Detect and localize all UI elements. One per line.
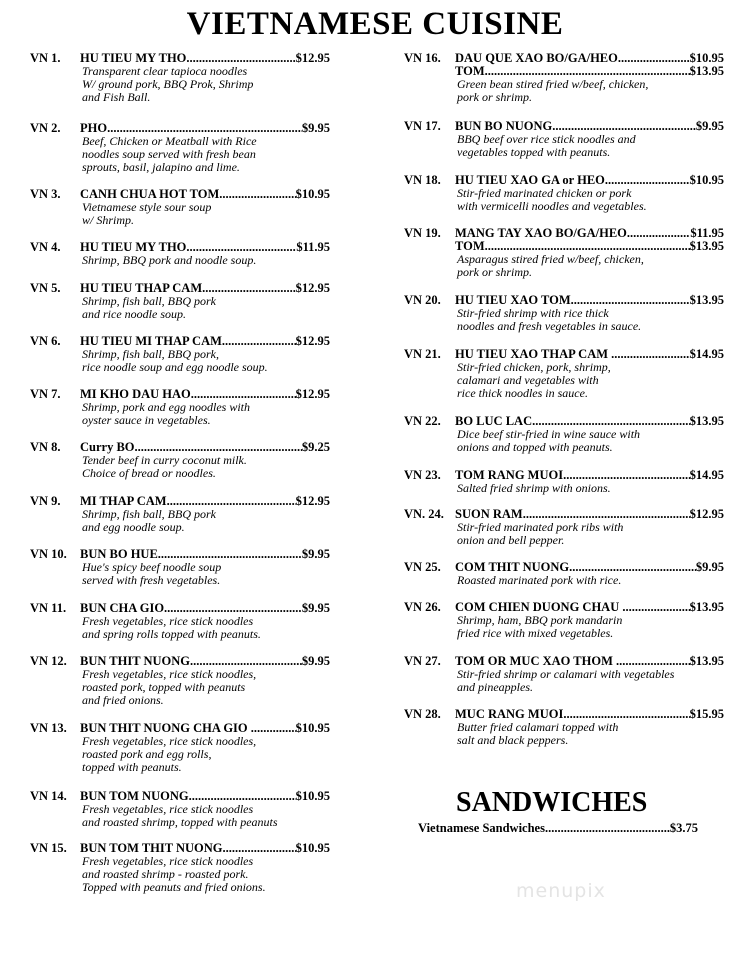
item-name: HU TIEU XAO GA or HEO........ — [455, 173, 630, 187]
item-number: VN 13. — [30, 721, 67, 735]
item-name: HU TIEU XAO TOM — [455, 293, 571, 307]
item-name: PHO — [80, 121, 108, 135]
menu-item — [30, 52, 330, 104]
item-number: VN 7. — [30, 387, 61, 401]
item-description: Fresh vegetables, rice stick noodles, roasted pork, topped with peanuts and fried onions. — [82, 667, 257, 707]
item-number: VN 4. — [30, 240, 61, 254]
item-price: $12.95 — [295, 387, 330, 401]
item-description: Fresh vegetables, rice stick noodles and roasted shrimp - roasted pork. Topped with peanuts and fried onions. — [82, 854, 266, 894]
item-name: MANG TAY XAO BO/GA/HEO.. — [455, 226, 634, 240]
menu-item — [30, 441, 330, 480]
item-name: HU TIEU THAP CAM — [80, 281, 203, 295]
menu-item — [30, 188, 330, 227]
item-description: Tender beef in curry coconut milk. Choice of bread or noodles. — [82, 453, 247, 480]
item-name: SUON RAM — [455, 507, 523, 521]
item-price: $12.95 — [295, 281, 330, 295]
menu-item — [30, 282, 330, 321]
item-description: Salted fried shrimp with onions. — [457, 481, 611, 495]
menu-item — [30, 122, 330, 174]
item-price: $14.95 — [689, 347, 724, 361]
item-name: CANH CHUA HOT TOM — [80, 187, 220, 201]
item-price: $9.25 — [301, 440, 330, 454]
item-price: $13.95 — [689, 654, 724, 668]
menu-item — [30, 722, 330, 774]
menu-item — [404, 120, 724, 159]
item-name: COM THIT NUONG — [455, 560, 570, 574]
item-number: VN 19. — [404, 226, 441, 240]
item-description: Shrimp, fish ball, BBQ pork, rice noodle soup and egg noodle soup. — [82, 347, 268, 374]
item-price: $10.95 — [689, 173, 724, 187]
item-description: Shrimp, ham, BBQ pork mandarin fried rice with mixed vegetables. — [457, 613, 623, 640]
item-price: $12.95 — [689, 507, 724, 521]
menu-item — [404, 415, 724, 454]
item-number: VN 8. — [30, 440, 61, 454]
item-price: $9.95 — [301, 547, 330, 561]
item-description: Green bean stired fried w/beef, chicken, pork or shrimp. — [457, 77, 649, 104]
item-name: BUN TOM THIT NUONG — [80, 841, 223, 855]
item-description: Beef, Chicken or Meatball with Rice noodles soup served with fresh bean sprouts, basil, jalapino and lime. — [82, 134, 257, 174]
item-number: VN 18. — [404, 173, 441, 187]
item-price: $13.95 — [689, 293, 724, 307]
menu-item — [30, 842, 330, 894]
menu-item — [404, 174, 724, 213]
item-description: Stir-fried chicken, pork, shrimp, calamari and vegetables with rice thick noodles in sauce. — [457, 360, 611, 400]
item-price: $9.95 — [301, 601, 330, 615]
item-number: VN 25. — [404, 560, 441, 574]
menu-item — [30, 602, 330, 641]
item-number: VN 9. — [30, 494, 61, 508]
item-price: $9.95 — [301, 121, 330, 135]
menu-item — [404, 708, 724, 747]
item-description: Fresh vegetables, rice stick noodles and spring rolls topped with peanuts. — [82, 614, 261, 641]
item-description: Shrimp, pork and egg noodles with oyster sauce in vegetables. — [82, 400, 250, 427]
watermark: menupix — [516, 880, 606, 902]
item-description: Hue's spicy beef noodle soup served with fresh vegetables. — [82, 560, 222, 587]
item-name: BUN THIT NUONG — [80, 654, 190, 668]
item-name: HU TIEU MY THO — [80, 240, 187, 254]
item-price: $9.95 — [695, 119, 724, 133]
menu-item — [30, 495, 330, 534]
item-name: HU TIEU MY THO — [80, 51, 187, 65]
item-name: MUC RANG MUOI — [455, 707, 564, 721]
item-number: VN 11. — [30, 601, 67, 615]
menu-item — [30, 655, 330, 707]
item-price: $10.95 — [689, 51, 724, 65]
item-description: Stir-fried shrimp with rice thick noodles and fresh vegetables in sauce. — [457, 306, 642, 333]
item-name: BUN TOM NUONG — [80, 789, 189, 803]
item-number: VN 26. — [404, 600, 441, 614]
item-name: MI THAP CAM — [80, 494, 167, 508]
menu-item — [404, 227, 724, 279]
item-description: Dice beef stir-fried in wine sauce with onions and topped with peanuts. — [457, 427, 641, 454]
item-name: TOM OR MUC XAO THOM ..... — [455, 654, 632, 668]
item-name: BUN THIT NUONG CHA GIO .. — [80, 721, 258, 735]
item-description: BBQ beef over rice stick noodles and vegetables topped with peanuts. — [457, 132, 636, 159]
item-name: HU TIEU XAO THAP CAM ....... — [455, 347, 634, 361]
item-number: VN 28. — [404, 707, 441, 721]
item-price: $11.95 — [690, 226, 724, 240]
item-number: VN 14. — [30, 789, 67, 803]
item-name: COM CHIEN DUONG CHAU .... — [455, 600, 635, 614]
menu-item — [30, 790, 330, 829]
item-name: Curry BO — [80, 440, 135, 454]
item-number: VN 6. — [30, 334, 61, 348]
item-name: BUN BO NUONG — [455, 119, 553, 133]
item-price: $3.75 — [669, 821, 698, 835]
menu-item — [404, 294, 724, 333]
item-name: MI KHO DAU HAO — [80, 387, 191, 401]
item-name: BO LUC LAC — [455, 414, 533, 428]
menu-item — [30, 241, 330, 267]
item-name: DAU QUE XAO BO/GA/HEO.... — [455, 51, 631, 65]
item-description: Stir-fried marinated pork ribs with onion and bell pepper. — [457, 520, 624, 547]
item-number: VN 20. — [404, 293, 441, 307]
item-number: VN 2. — [30, 121, 61, 135]
item-price: $13.95 — [689, 414, 724, 428]
item-name: TOM RANG MUOI — [455, 468, 564, 482]
item-price: $14.95 — [689, 468, 724, 482]
item-subname: TOM — [455, 64, 485, 78]
item-description: Asparagus stired fried w/beef, chicken, pork or shrimp. — [457, 252, 644, 279]
item-number: VN. 24. — [404, 507, 444, 521]
item-name: HU TIEU MI THAP CAM — [80, 334, 222, 348]
item-name: BUN BO HUE — [80, 547, 158, 561]
item-description: Butter fried calamari topped with salt and black peppers. — [457, 720, 619, 747]
menu-item — [30, 548, 330, 587]
menu-item — [404, 655, 724, 694]
menu-item — [30, 388, 330, 427]
item-number: VN 16. — [404, 51, 441, 65]
item-description: Fresh vegetables, rice stick noodles and roasted shrimp, topped with peanuts — [82, 802, 278, 829]
sandwiches-heading: SANDWICHES — [456, 787, 648, 818]
item-description: Shrimp, fish ball, BBQ pork and egg noodle soup. — [82, 507, 216, 534]
item-number: VN 12. — [30, 654, 67, 668]
item-price: $9.95 — [301, 654, 330, 668]
item-number: VN 22. — [404, 414, 441, 428]
menu-item — [404, 601, 724, 640]
item-price: $13.95 — [689, 600, 724, 614]
item-number: VN 27. — [404, 654, 441, 668]
item-description: Stir-fried marinated chicken or pork with vermicelli noodles and vegetables. — [457, 186, 647, 213]
item-price: $10.95 — [295, 841, 330, 855]
item-description: Shrimp, fish ball, BBQ pork and rice noodle soup. — [82, 294, 216, 321]
item-number: VN 17. — [404, 119, 441, 133]
item-description: Shrimp, BBQ pork and noodle soup. — [82, 253, 257, 267]
item-price: $12.95 — [295, 334, 330, 348]
item-price: $9.95 — [695, 560, 724, 574]
menu-item — [404, 561, 724, 587]
item-price: $10.95 — [295, 187, 330, 201]
item-number: VN 15. — [30, 841, 67, 855]
menu-item — [404, 348, 724, 400]
item-price: $11.95 — [296, 240, 330, 254]
item-price: $12.95 — [295, 494, 330, 508]
menu-item — [404, 508, 724, 547]
item-price: $15.95 — [689, 707, 724, 721]
item-number: VN 10. — [30, 547, 67, 561]
menu-item — [30, 335, 330, 374]
item-price: $12.95 — [295, 51, 330, 65]
item-number: VN 5. — [30, 281, 61, 295]
item-number: VN 3. — [30, 187, 61, 201]
menu-title: VIETNAMESE CUISINE — [186, 6, 564, 42]
item-number: VN 1. — [30, 51, 61, 65]
menu-item — [404, 469, 724, 495]
item-name: Vietnamese Sandwiches — [418, 821, 545, 835]
item-description: Fresh vegetables, rice stick noodles, roasted pork and egg rolls, topped with peanuts. — [82, 734, 257, 774]
item-number: VN 23. — [404, 468, 441, 482]
item-subprice: $13.95 — [689, 239, 724, 253]
item-number: VN 21. — [404, 347, 441, 361]
menu-item — [404, 52, 724, 104]
item-description: Vietnamese style sour soup w/ Shrimp. — [82, 200, 212, 227]
menu-item — [418, 822, 698, 835]
item-price: $10.95 — [295, 789, 330, 803]
item-description: Stir-fried shrimp or calamari with vegetables and pineapples. — [457, 667, 675, 694]
item-subname: TOM — [455, 239, 485, 253]
item-description: Roasted marinated pork with rice. — [457, 573, 622, 587]
item-price: $10.95 — [295, 721, 330, 735]
item-description: Transparent clear tapioca noodles W/ ground pork, BBQ Prok, Shrimp and Fish Ball. — [82, 64, 254, 104]
item-subprice: $13.95 — [689, 64, 724, 78]
item-name: BUN CHA GIO — [80, 601, 165, 615]
